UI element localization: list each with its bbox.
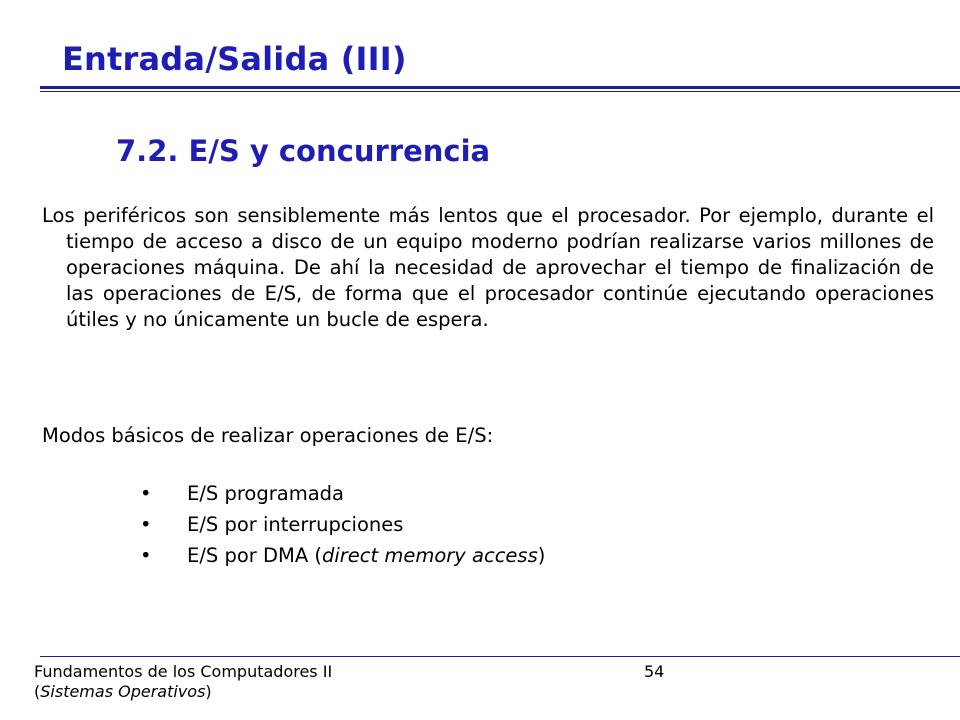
bullet-marker: • — [140, 482, 152, 505]
list-item-text: E/S por interrupciones — [187, 513, 404, 536]
list-item — [140, 540, 545, 571]
footer-course — [34, 662, 332, 702]
bullet-marker: • — [140, 544, 152, 567]
title-divider — [40, 86, 960, 92]
list-item-text: E/S por DMA ( — [187, 544, 322, 567]
bullet-marker: • — [140, 513, 152, 536]
footer-subcourse-line — [34, 682, 332, 702]
intro-paragraph: Los periféricos son sensiblemente más lentos que el procesador. Por ejemplo, durante el tiempo de acceso a disco de un equipo moderno podrían realizarse varios millones de operaciones máquina. De ahí la necesidad de aprovechar el tiempo de finalización de las operaciones de E/S, de forma que el procesador continúe ejecutando operaciones útiles y no únicamente un bucle de espera. — [42, 204, 934, 331]
page-number: 54 — [644, 662, 665, 681]
list-item — [140, 478, 545, 509]
slide-title: Entrada/Salida (III) — [62, 40, 407, 78]
list-item-suffix: ) — [537, 544, 546, 567]
list-item — [140, 509, 545, 540]
io-modes-list — [140, 478, 545, 571]
footer-divider — [40, 656, 960, 657]
section-subtitle: 7.2. E/S y concurrencia — [116, 134, 491, 168]
footer-course-line: Fundamentos de los Computadores II — [34, 662, 333, 681]
list-item-italic-text: direct memory access — [321, 544, 538, 567]
modes-paragraph: Modos básicos de realizar operaciones de E/S: — [42, 424, 494, 447]
footer-paren-open: ( — [34, 682, 41, 701]
footer-subcourse: Sistemas Operativos — [40, 682, 206, 701]
list-item-text: E/S programada — [187, 482, 344, 505]
footer-paren-close: ) — [205, 682, 212, 701]
